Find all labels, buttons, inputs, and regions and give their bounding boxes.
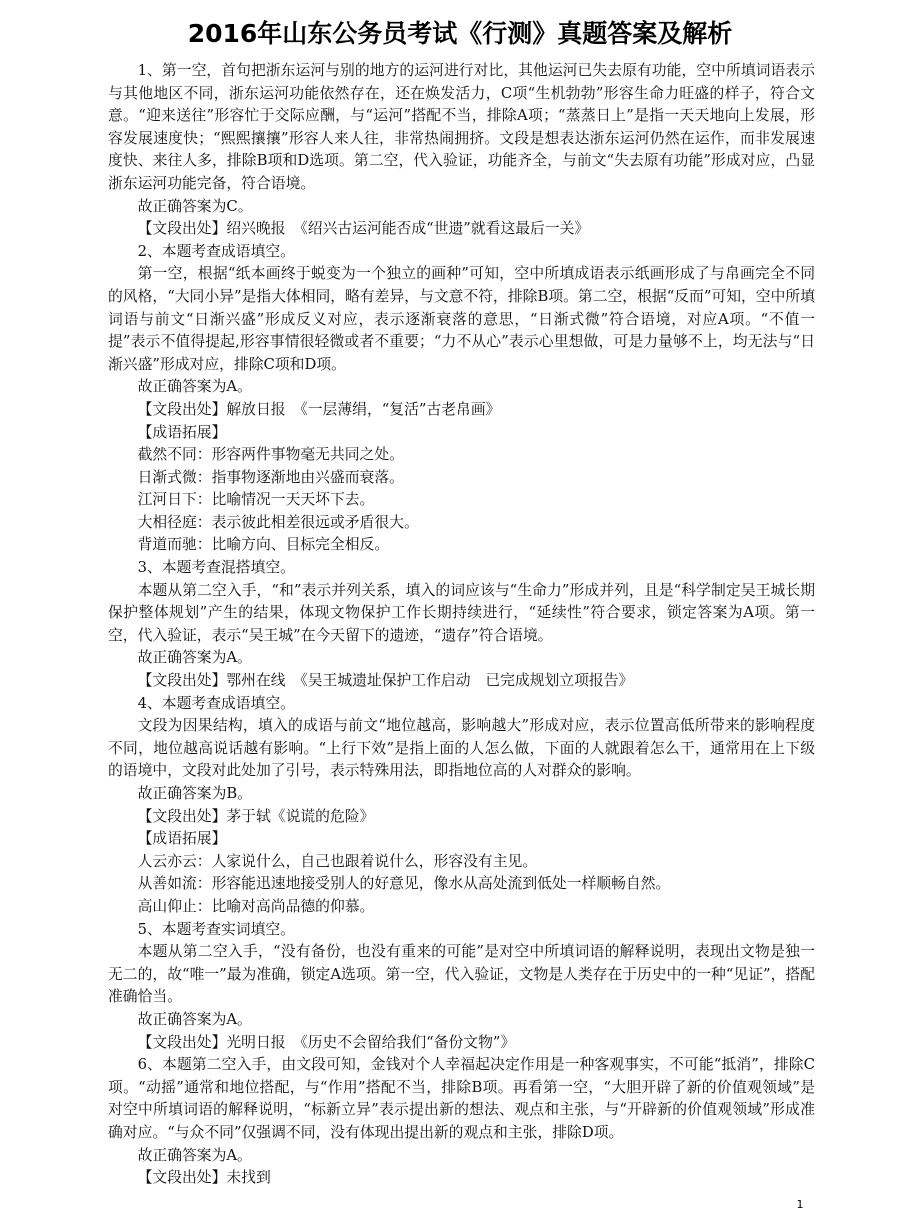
question-heading: 4、本题考查成语填空。	[137, 694, 295, 712]
answer-line: 故正确答案为C。	[137, 197, 253, 215]
idiom-entry: 背道而驰：比喻方向、目标完全相反。	[137, 536, 390, 554]
idiom-entry: 大相径庭：表示彼此相差很远或矛盾很大。	[137, 513, 419, 531]
idiom-entry: 高山仰止：比喻对高尚品德的仰慕。	[137, 897, 375, 915]
answer-line: 故正确答案为A。	[137, 1146, 252, 1164]
idiom-extension-heading: 【成语拓展】	[137, 423, 227, 441]
document-title: 2016年山东公务员考试《行测》真题答案及解析	[187, 19, 733, 48]
question-heading: 2、本题考查成语填空。	[137, 242, 295, 260]
source-line: 【文段出处】解放日报 《一层薄绢，“复活”古老帛画》	[137, 400, 501, 418]
document-body	[108, 60, 815, 1190]
paragraph: 文段为因果结构，填入的成语与前文“地位越高，影响越大”形成对应，表示位置高低所带来的影响程度不同，地位越高说话越有影响。“上行下效”是指上面的人怎么做，下面的人就跟着怎么干，通常用在上下级的语境中，文段对此处加了引号，表示特殊用法，即指地位高的人对群众的影响。	[108, 717, 815, 780]
idiom-entry: 日渐式微：指事物逐渐地由兴盛而衰落。	[137, 468, 404, 486]
source-line: 【文段出处】未找到	[137, 1169, 271, 1187]
answer-line: 故正确答案为A。	[137, 1010, 252, 1028]
idiom-entry: 江河日下：比喻情况一天天坏下去。	[137, 491, 375, 509]
paragraph: 1、第一空，首句把浙东运河与别的地方的运河进行对比，其他运河已失去原有功能，空中所填词语表示与其他地区不同，浙东运河功能依然存在，还在焕发活力，C项“生机勃勃”形容生命力旺盛的样子，符合文意。“迎来送往”形容忙于交际应酬，与“运河”搭配不当，排除A项；“蒸蒸日上”是指一天天地向上发展，形容发展速度快；“熙熙攘攘”形容人来人往，非常热闹拥挤。文段是想表达浙东运河仍然在运作，而非发展速度快、来往人多，排除B项和D选项。第二空，代入验证，功能齐全，与前文“失去原有功能”形成对应，凸显浙东运河功能完备，符合语境。	[108, 62, 815, 192]
idiom-entry: 从善如流：形容能迅速地接受别人的好意见，像水从高处流到低处一样顺畅自然。	[137, 875, 671, 893]
paragraph: 本题从第二空入手，“和”表示并列关系，填入的词应该与“生命力”形成并列，且是“科学制定吴王城长期保护整体规划”产生的结果，体现文物保护工作长期持续进行，“延续性”符合要求，锁定答案为A项。第一空，代入验证，表示“吴王城”在今天留下的遗迹，“遗存”符合语境。	[108, 581, 815, 644]
source-line: 【文段出处】鄂州在线 《吴王城遗址保护工作启动 已完成规划立项报告》	[137, 672, 634, 690]
source-line: 【文段出处】茅于轼《说谎的危险》	[137, 807, 375, 825]
paragraph: 本题从第二空入手，“没有备份，也没有重来的可能”是对空中所填词语的解释说明，表现出文物是独一无二的，故“唯一”最为准确，锁定A选项。第一空，代入验证，文物是人类存在于历史中的一种“见证”，搭配准确恰当。	[108, 943, 815, 1006]
answer-line: 故正确答案为A。	[137, 378, 252, 396]
answer-line: 故正确答案为B。	[137, 785, 253, 802]
question-heading: 5、本题考查实词填空。	[137, 920, 295, 938]
answer-line: 故正确答案为A。	[137, 649, 252, 667]
page-number: 1	[796, 1198, 804, 1211]
idiom-extension-heading: 【成语拓展】	[137, 830, 227, 848]
idiom-entry: 人云亦云：人家说什么，自己也跟着说什么，形容没有主见。	[137, 852, 538, 870]
paragraph: 6、本题第二空入手，由文段可知，金钱对个人幸福起决定作用是一种客观事实，不可能“抵消”，排除C项。“动摇”通常和地位搭配，与“作用”搭配不当，排除B项。再看第一空，“大胆开辟了新的价值观领域”是对空中所填词语的解释说明，“标新立异”表示提出新的想法、观点和主张，与“开辟新的价值观领域”形成准确对应。“与众不同”仅强调不同，没有体现出提出新的观点和主张，排除D项。	[108, 1056, 815, 1141]
source-line: 【文段出处】光明日报 《历史不会留给我们“备份文物”》	[137, 1033, 516, 1051]
source-line: 【文段出处】绍兴晚报 《绍兴古运河能否成“世遗”就看这最后一关》	[137, 220, 590, 238]
idiom-entry: 截然不同：形容两件事物毫无共同之处。	[137, 446, 404, 464]
paragraph: 第一空，根据“纸本画终于蜕变为一个独立的画种”可知，空中所填成语表示纸画形成了与帛画完全不同的风格，“大同小异”是指大体相同，略有差异，与文意不符，排除B项。第二空，根据“反而”可知，空中所填词语与前文“日渐兴盛”形成反义对应，表示逐渐衰落的意思，“日渐式微”符合语境，对应A项。“不值一提”表示不值得提起,形容事情很轻微或者不重要；“力不从心”表示心里想做，可是力量够不上，均无法与“日渐兴盛”形成对应，排除C项和D项。	[108, 265, 815, 373]
question-heading: 3、本题考查混搭填空。	[137, 559, 295, 577]
